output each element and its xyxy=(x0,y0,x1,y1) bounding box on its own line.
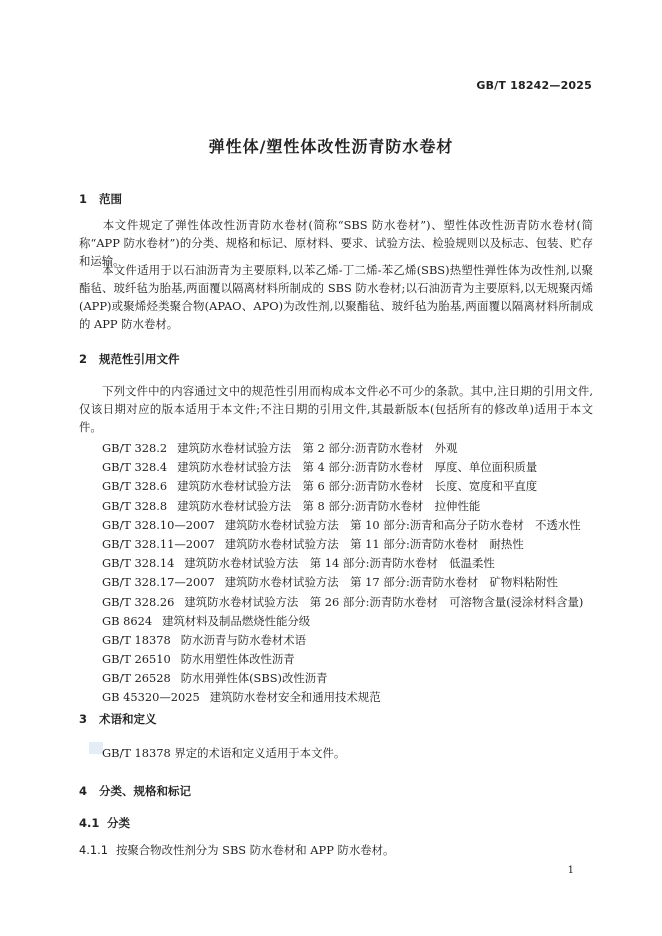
reference-item xyxy=(102,516,583,535)
reference-code: GB/T 328.14 xyxy=(102,556,175,571)
reference-title: 建筑防水卷材试验方法 第 4 部分:沥青防水卷材 厚度、单位面积质量 xyxy=(177,460,538,475)
standard-code: GB/T 18242—2025 xyxy=(476,79,592,92)
reference-title: 建筑防水卷材试验方法 第 2 部分:沥青防水卷材 外观 xyxy=(177,441,458,455)
section-2-heading xyxy=(79,351,180,367)
paragraph-text: 下列文件中的内容通过文中的规范性引用而构成本文件必不可少的条款。其中,注日期的引用文件,仅该日期对应的版本适用于本文件;不注日期的引用文件,其最新版本(包括所有的修改单)适用于本文件。 xyxy=(79,384,593,434)
section-number: 3 xyxy=(79,712,88,726)
reference-item xyxy=(102,688,583,707)
reference-item xyxy=(102,554,583,573)
reference-code: GB/T 328.2 xyxy=(102,441,168,455)
reference-title: 建筑防水卷材试验方法 第 11 部分:沥青防水卷材 耐热性 xyxy=(224,536,524,551)
reference-code: GB 8624 xyxy=(102,613,153,628)
reference-item xyxy=(102,593,583,612)
reference-code: GB/T 328.4 xyxy=(102,460,168,475)
subsection-number: 4.1 xyxy=(79,816,100,830)
section-number: 2 xyxy=(79,352,88,366)
reference-code: GB/T 26510 xyxy=(102,652,171,667)
reference-title: 建筑防水卷材试验方法 第 14 部分:沥青防水卷材 低温柔性 xyxy=(184,556,495,571)
reference-item xyxy=(102,669,583,688)
reference-code: GB/T 328.26 xyxy=(102,594,175,609)
reference-item xyxy=(102,439,583,458)
reference-item xyxy=(102,612,583,631)
document-title: 弹性体/塑性体改性沥青防水卷材 xyxy=(208,137,454,156)
selection-highlight xyxy=(89,742,103,754)
section-title: 规范性引用文件 xyxy=(99,352,180,366)
reference-item xyxy=(102,497,583,516)
reference-title: 建筑防水卷材试验方法 第 10 部分:沥青和高分子防水卷材 不透水性 xyxy=(224,517,581,532)
reference-title: 建筑防水卷材试验方法 第 17 部分:沥青防水卷材 矿物料粘附性 xyxy=(224,575,558,590)
reference-code: GB/T 328.6 xyxy=(102,479,168,494)
normative-reference-list xyxy=(102,439,583,708)
section-2-intro xyxy=(79,382,593,436)
subsection-title: 分类 xyxy=(107,816,130,830)
reference-item xyxy=(102,650,583,669)
section-1-heading xyxy=(79,191,122,207)
section-number: 4 xyxy=(79,784,88,798)
reference-title: 建筑防水卷材试验方法 第 6 部分:沥青防水卷材 长度、宽度和平直度 xyxy=(177,479,538,494)
reference-title: 防水沥青与防水卷材术语 xyxy=(180,632,307,647)
reference-item xyxy=(102,535,583,554)
clause-4-1-1 xyxy=(79,842,394,858)
reference-code: GB 45320—2025 xyxy=(102,690,200,705)
reference-item xyxy=(102,458,583,477)
clause-number: 4.1.1 xyxy=(79,843,108,857)
reference-code: GB/T 328.8 xyxy=(102,498,168,513)
reference-code: GB/T 328.10—2007 xyxy=(102,517,215,532)
reference-title: 建筑防水卷材试验方法 第 8 部分:沥青防水卷材 拉伸性能 xyxy=(177,498,481,513)
reference-code: GB/T 18378 xyxy=(102,632,171,647)
page-number: 1 xyxy=(567,865,574,876)
section-number: 1 xyxy=(79,192,88,206)
reference-title: 建筑防水卷材安全和通用技术规范 xyxy=(209,690,381,705)
reference-code: GB/T 26528 xyxy=(102,671,171,686)
paragraph-text: 本文件规定了弹性体改性沥青防水卷材(简称“SBS 防水卷材”)、塑性体改性沥青防水卷材(简称“APP 防水卷材”)的分类、规格和标记、原材料、要求、试验方法、检验规则以及标志、包装、贮存和运输。 xyxy=(79,218,593,268)
subsection-4-1-heading xyxy=(79,815,130,831)
section-title: 术语和定义 xyxy=(99,712,157,726)
reference-title: 防水用弹性体(SBS)改性沥青 xyxy=(180,671,328,686)
reference-item xyxy=(102,573,583,592)
clause-text: 按聚合物改性剂分为 SBS 防水卷材和 APP 防水卷材。 xyxy=(116,843,395,857)
reference-code: GB/T 328.17—2007 xyxy=(102,575,215,590)
reference-item xyxy=(102,477,583,496)
section-1-paragraph-2 xyxy=(79,261,593,333)
section-4-heading xyxy=(79,783,191,799)
section-title: 分类、规格和标记 xyxy=(99,784,191,798)
section-title: 范围 xyxy=(99,192,122,206)
reference-item xyxy=(102,631,583,650)
section-3-heading xyxy=(79,711,157,727)
section-3-text: GB/T 18378 界定的术语和定义适用于本文件。 xyxy=(102,746,346,760)
paragraph-text: 本文件适用于以石油沥青为主要原料,以苯乙烯-丁二烯-苯乙烯(SBS)热塑性弹性体为改性剂,以聚酯毡、玻纤毡为胎基,两面覆以隔离材料所制成的 SBS 防水卷材;以石油沥青为主要原料,以无规聚丙烯(APP)或聚烯烃类聚合物(APAO、APO)为改性剂,以聚酯毡、玻纤毡为胎基,两面覆以隔离材料所制成的 APP 防水卷材。 xyxy=(79,263,593,331)
reference-title: 建筑材料及制品燃烧性能分级 xyxy=(162,613,311,628)
reference-title: 建筑防水卷材试验方法 第 26 部分:沥青防水卷材 可溶物含量(浸涂材料含量) xyxy=(184,594,584,609)
reference-code: GB/T 328.11—2007 xyxy=(102,536,215,551)
reference-title: 防水用塑性体改性沥青 xyxy=(180,652,295,667)
